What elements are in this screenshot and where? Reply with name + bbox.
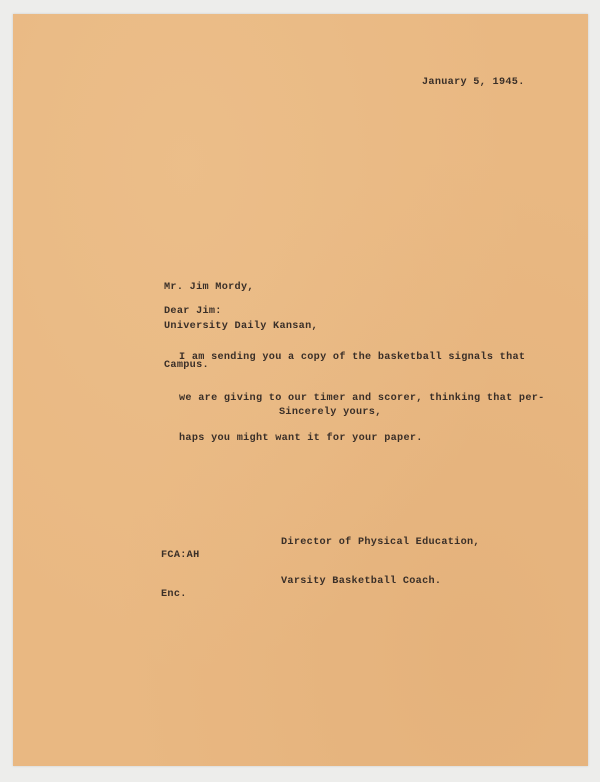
signature-title: Director of Physical Education, — [281, 537, 480, 548]
typist-initials: FCA:AH — [161, 550, 200, 561]
salutation: Dear Jim: — [164, 306, 222, 317]
address-line: Campus. — [164, 360, 209, 371]
letter-date: January 5, 1945. — [422, 77, 525, 88]
reference-initials — [161, 523, 199, 627]
address-line: Mr. Jim Mordy, — [164, 282, 254, 293]
body-line: we are giving to our timer and scorer, thinking that per- — [179, 392, 545, 404]
enclosure-note: Enc. — [161, 589, 187, 600]
signature-title: Varsity Basketball Coach. — [281, 575, 442, 587]
address-line: University Daily Kansan, — [164, 321, 318, 332]
signature-block — [281, 510, 480, 613]
body-line: I am sending you a copy of the basketball signals that — [179, 352, 526, 363]
letter-body — [179, 325, 545, 473]
closing: Sincerely yours, — [279, 407, 382, 418]
body-line: haps you might want it for your paper. — [179, 433, 423, 444]
letter-paper — [13, 14, 588, 766]
